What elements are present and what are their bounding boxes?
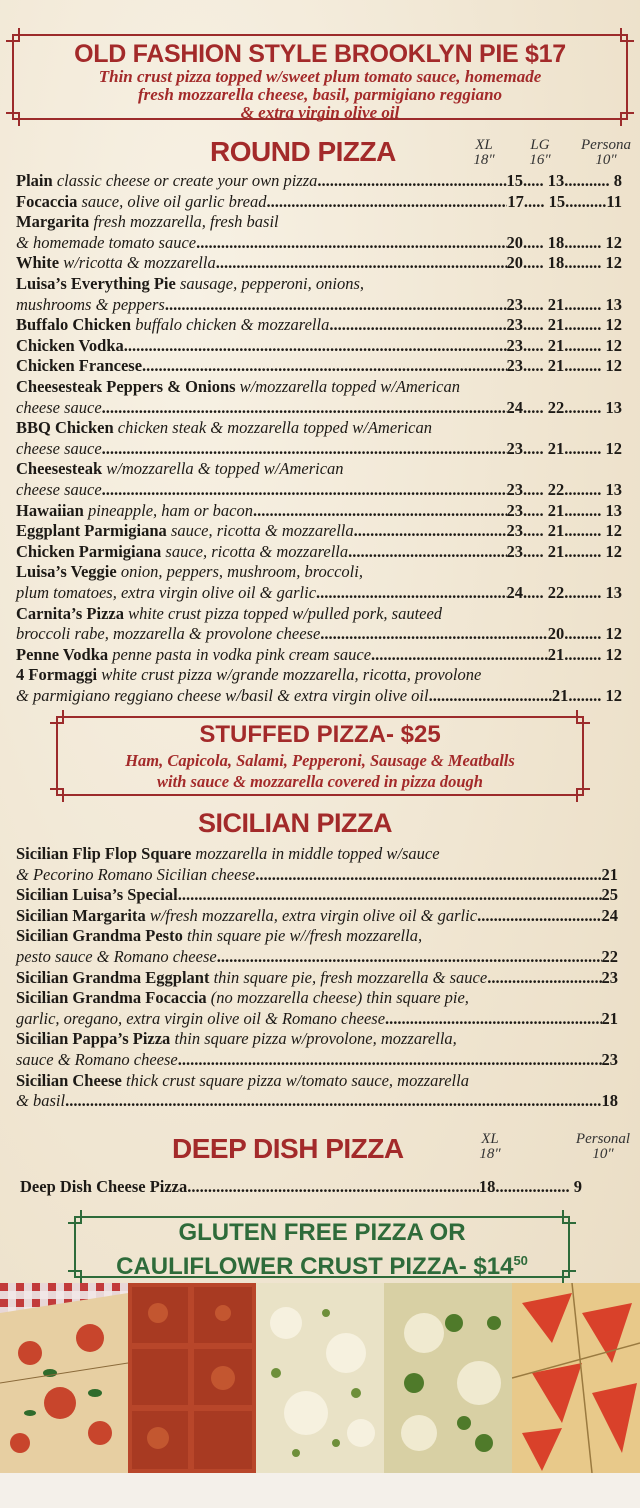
item-name: Carnita’s Pizza	[16, 603, 124, 623]
round-size-lg: LG 16″	[529, 137, 551, 168]
item-price: 15..... 13........... 8	[506, 171, 622, 190]
menu-line	[16, 398, 622, 418]
menu-line	[16, 1071, 618, 1091]
item-description: w/fresh mozzarella, extra virgin olive oil & garlic	[145, 905, 478, 925]
menu-line	[16, 604, 622, 624]
item-name: Buffalo Chicken	[16, 315, 132, 335]
menu-line	[16, 844, 618, 864]
deep-dish-size-xl: XL 18″	[479, 1131, 501, 1162]
menu-line	[16, 906, 618, 926]
item-description: & homemade tomato sauce	[16, 232, 197, 252]
item-description: thin square pie, fresh mozzarella & sauce	[209, 967, 488, 987]
item-price: 25	[601, 885, 618, 905]
item-description: & parmigiano reggiano cheese w/basil & extra virgin olive oil	[16, 686, 429, 705]
menu-line	[16, 192, 622, 212]
item-name: Sicilian Grandma Focaccia	[16, 988, 207, 1008]
item-description: classic cheese or create your own pizza	[52, 171, 318, 190]
item-description: w/ricotta & mozzarella	[59, 253, 216, 273]
menu-line	[16, 480, 622, 500]
item-description: chicken steak & mozzarella topped w/American	[113, 418, 432, 438]
item-name: Sicilian Flip Flop Square	[16, 844, 192, 863]
menu-line	[16, 295, 622, 315]
item-description: thick crust square pizza w/tomato sauce, mozzarella	[121, 1070, 469, 1090]
item-description: mushrooms & peppers	[16, 294, 165, 314]
item-description: white crust pizza w/grande mozzarella, ricotta, provolone	[97, 665, 482, 685]
gluten-free-box	[74, 1216, 570, 1278]
menu-line	[16, 233, 622, 253]
menu-line	[16, 624, 622, 644]
menu-line	[16, 521, 622, 541]
item-description: sauce & Romano cheese	[16, 1050, 178, 1069]
menu-line	[16, 1029, 618, 1049]
menu-line	[16, 418, 622, 438]
item-name: Sicilian Margarita	[16, 905, 146, 925]
item-name: Chicken Vodka	[16, 335, 124, 355]
menu-line	[16, 1050, 618, 1070]
item-description: penne pasta in vodka pink cream sauce	[108, 644, 372, 664]
menu-line	[16, 377, 622, 397]
item-description: fresh mozzarella, fresh basil	[89, 212, 279, 232]
item-name: Luisa’s Everything Pie	[16, 274, 176, 293]
item-name: Hawaiian	[16, 500, 84, 520]
item-name: Margarita	[16, 212, 90, 232]
item-name: Cheesesteak Peppers & Onions	[16, 377, 236, 396]
brooklyn-pie-desc-1: Thin crust pizza topped w/sweet plum tomato sauce, homemade	[98, 67, 542, 86]
item-price: 22	[601, 947, 618, 966]
item-description: pesto sauce & Romano cheese	[16, 947, 217, 966]
gluten-free-line-1: GLUTEN FREE PIZZA OR	[178, 1219, 466, 1246]
sicilian-pizza-title: SICILIAN PIZZA	[198, 808, 392, 838]
item-name: Sicilian Pappa’s Pizza	[16, 1029, 171, 1049]
menu-line	[16, 562, 622, 582]
deep-dish-size-personal: Personal 10″	[575, 1131, 631, 1162]
item-description: sauce, ricotta & mozzarella	[161, 541, 349, 561]
menu-line	[16, 439, 622, 459]
pizza-photo-white	[256, 1283, 384, 1473]
item-price: 20..... 18......... 12	[506, 232, 622, 252]
item-name: Chicken Francese	[16, 356, 143, 376]
item-price: 23..... 21......... 13	[506, 294, 622, 314]
menu-line	[16, 1009, 618, 1029]
brooklyn-pie-box	[12, 34, 628, 120]
item-name: Sicilian Cheese	[16, 1070, 122, 1090]
next-section-edge	[0, 1473, 640, 1508]
item-price: 21......... 12	[547, 644, 622, 664]
menu-line	[16, 212, 622, 232]
item-name: BBQ Chicken	[16, 418, 114, 438]
pizza-photo-broccoli	[384, 1283, 512, 1473]
item-description: thin square pie w//fresh mozzarella,	[182, 926, 423, 946]
item-name: Plain	[16, 171, 53, 190]
deep-dish-item: Deep Dish Cheese Pizza ..... 18.................. 9	[20, 1177, 582, 1197]
item-description: (no mozzarella cheese) thin square pie,	[206, 988, 469, 1008]
item-name: Sicilian Grandma Pesto	[16, 926, 183, 946]
item-description: broccoli rabe, mozzarella & provolone cheese	[16, 624, 321, 644]
item-name: Cheesesteak	[16, 459, 103, 479]
item-price: 17..... 15..........11	[507, 191, 622, 211]
item-description: buffalo chicken & mozzarella	[131, 315, 330, 335]
item-price: 21	[601, 864, 618, 884]
pizza-photo-margarita	[0, 1283, 128, 1473]
menu-line	[16, 583, 622, 603]
item-price: 23..... 22......... 13	[506, 480, 622, 499]
item-price: 23..... 21......... 12	[506, 356, 622, 376]
menu-line	[16, 356, 622, 376]
round-size-xl: XL 18″	[473, 137, 495, 168]
item-description: & Pecorino Romano Sicilian cheese	[16, 864, 256, 884]
item-description: sauce, olive oil garlic bread	[77, 191, 267, 211]
item-description: & basil	[16, 1091, 66, 1111]
item-price: 23	[601, 967, 618, 987]
item-price: 24..... 22......... 13	[506, 583, 622, 602]
item-price: 23..... 21......... 12	[506, 438, 622, 458]
item-description: garlic, oregano, extra virgin olive oil & Romano cheese	[16, 1008, 386, 1028]
menu-line	[16, 968, 618, 988]
item-name: Eggplant Parmigiana	[16, 521, 167, 541]
menu-line	[16, 645, 622, 665]
item-description: white crust pizza topped w/pulled pork, sauteed	[123, 603, 443, 623]
menu-line	[16, 274, 622, 294]
item-description: pineapple, ham or bacon	[83, 500, 253, 520]
item-name: White	[16, 253, 60, 273]
item-price: 18	[601, 1091, 618, 1111]
item-price: 23..... 21......... 12	[506, 521, 622, 541]
item-name: Penne Vodka	[16, 644, 109, 664]
item-name: Focaccia	[16, 191, 78, 211]
gluten-free-line-2: CAULIFLOWER CRUST PIZZA- $\$14^{50}$	[116, 1253, 528, 1280]
menu-line	[16, 885, 618, 905]
item-price: 23	[601, 1050, 618, 1069]
item-description: cheese sauce	[16, 397, 102, 417]
item-description: mozzarella in middle topped w/sauce	[191, 844, 440, 863]
item-description: w/mozzarella & topped w/American	[102, 459, 344, 479]
item-price: 20......... 12	[547, 624, 622, 644]
item-description: sauce, ricotta & mozzarella	[166, 521, 354, 541]
brooklyn-pie-desc-2: fresh mozzarella cheese, basil, parmigiano reggiano	[137, 85, 503, 104]
item-price: 23..... 21......... 12	[506, 315, 622, 335]
item-name: Luisa’s Veggie	[16, 562, 117, 582]
stuffed-pizza-title: STUFFED PIZZA- $25	[199, 721, 441, 748]
menu-line	[16, 1091, 618, 1111]
item-description: cheese sauce	[16, 438, 102, 458]
item-price: 20..... 18......... 12	[506, 253, 622, 273]
menu-line	[16, 253, 622, 273]
menu-line	[16, 542, 622, 562]
menu-line	[16, 501, 622, 521]
item-price: 21	[601, 1008, 618, 1028]
item-price: 21........ 12	[551, 686, 622, 705]
item-description: thin square pizza w/provolone, mozzarella,	[170, 1029, 457, 1049]
item-name: Sicilian Luisa’s Special	[16, 885, 178, 905]
pizza-photo-grandma	[512, 1283, 640, 1473]
round-size-personal: Persona 10″	[581, 137, 631, 168]
menu-line	[16, 865, 618, 885]
round-pizza-title: ROUND PIZZA	[210, 136, 396, 167]
menu-line	[16, 665, 622, 685]
menu-line	[16, 947, 618, 967]
item-name: 4 Formaggi	[16, 665, 98, 685]
menu-line	[16, 459, 622, 479]
stuffed-pizza-desc-1: Ham, Capicola, Salami, Pepperoni, Sausage & Meatballs	[125, 751, 515, 770]
item-price: 23..... 21......... 12	[506, 541, 622, 561]
item-price: 24..... 22......... 13	[506, 397, 622, 417]
item-name: Chicken Parmigiana	[16, 541, 162, 561]
item-price: 23..... 21......... 12	[506, 335, 622, 355]
pizza-photo-strip	[0, 1283, 640, 1473]
deep-dish-title: DEEP DISH PIZZA	[172, 1133, 404, 1164]
menu-line	[16, 171, 622, 191]
item-description: sausage, pepperoni, onions,	[175, 274, 365, 293]
menu-line	[16, 686, 622, 706]
item-description: onion, peppers, mushroom, broccoli,	[116, 562, 363, 582]
item-description: w/mozzarella topped w/American	[235, 377, 460, 396]
pizza-photo-sicilian	[128, 1283, 256, 1473]
brooklyn-pie-desc-3: & extra virgin olive oil	[240, 103, 400, 122]
menu-line	[16, 336, 622, 356]
stuffed-pizza-box	[56, 716, 584, 796]
item-description: cheese sauce	[16, 480, 102, 499]
menu-line	[16, 315, 622, 335]
item-price: 23..... 21......... 13	[506, 500, 622, 520]
stuffed-pizza-desc-2: with sauce & mozzarella covered in pizza dough	[157, 772, 483, 791]
menu-line	[16, 926, 618, 946]
menu-line	[16, 988, 618, 1008]
item-description: plum tomatoes, extra virgin olive oil & garlic	[16, 583, 317, 602]
item-name: Sicilian Grandma Eggplant	[16, 967, 210, 987]
brooklyn-pie-title: OLD FASHION STYLE BROOKLYN PIE $17	[74, 40, 566, 68]
item-price: 24	[601, 905, 618, 925]
